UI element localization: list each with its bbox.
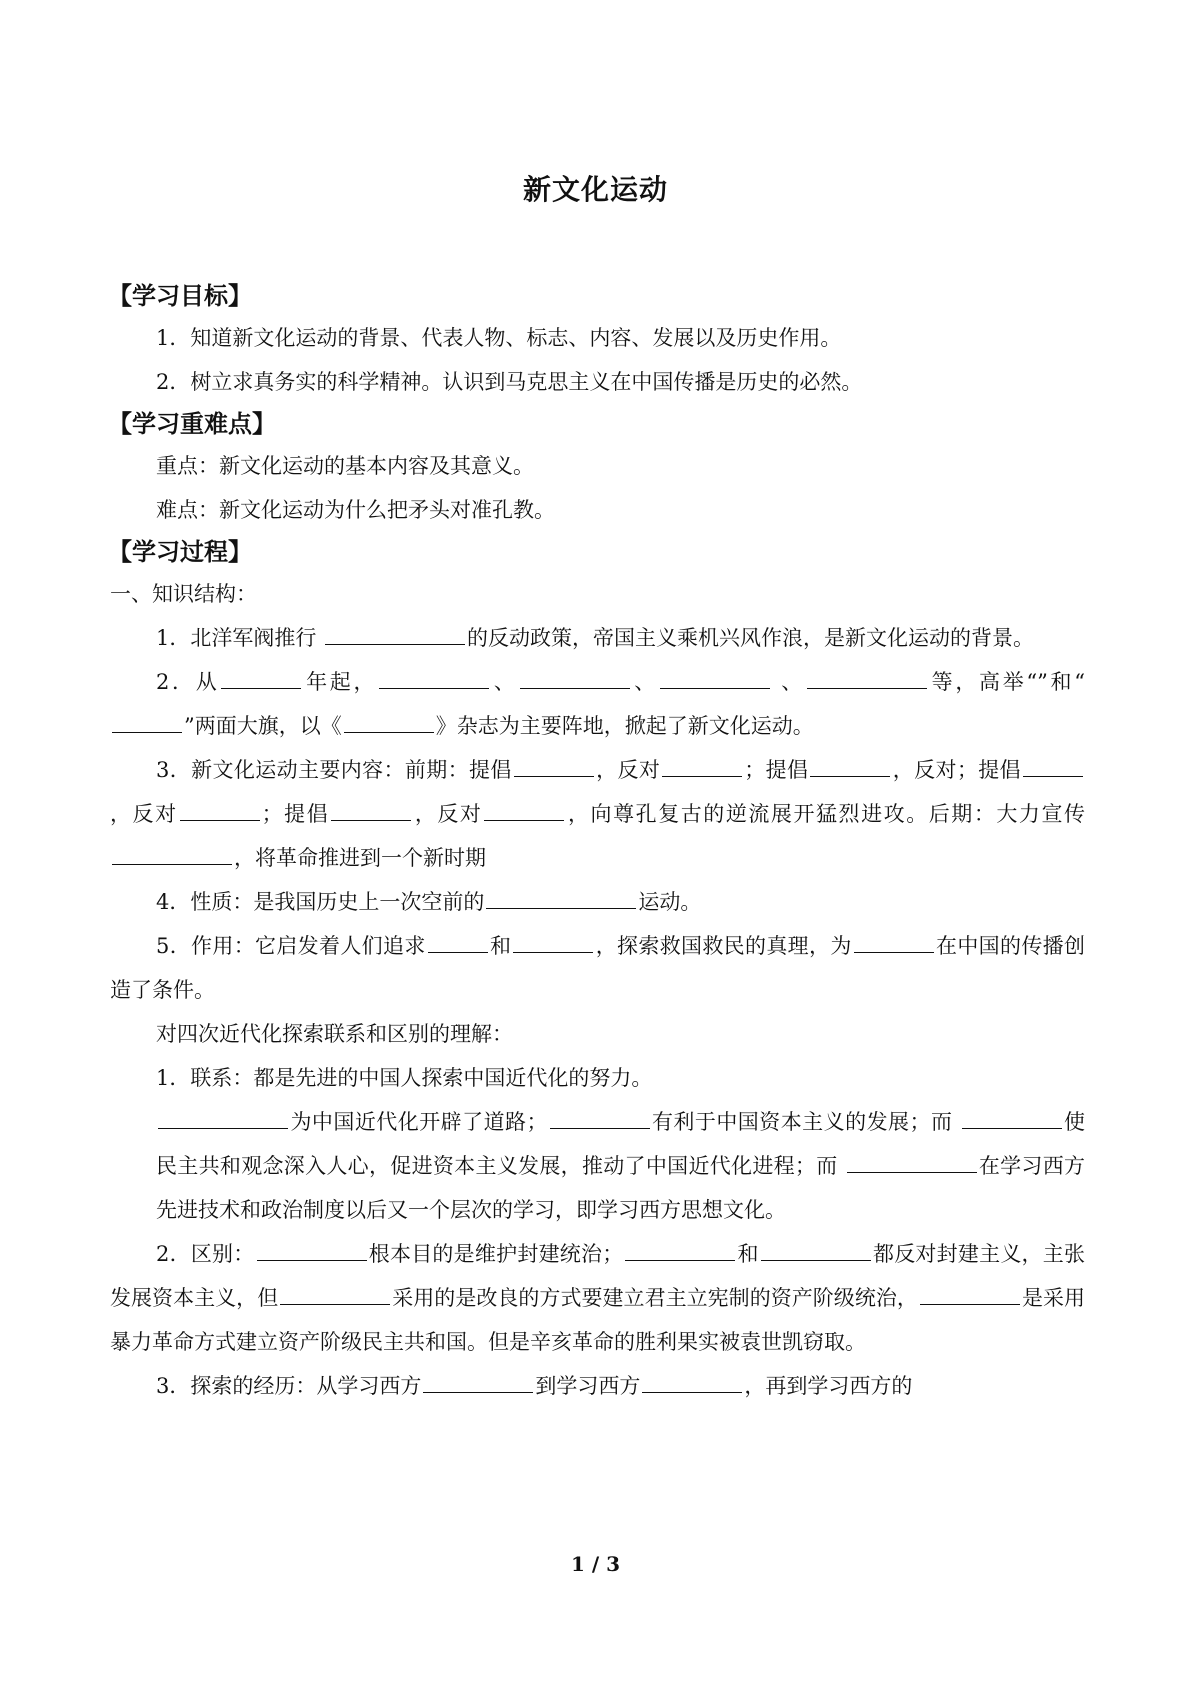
fill-blank[interactable] [486, 886, 636, 909]
q2-text: ”两面大旗，以《 [184, 714, 342, 738]
exploration-experience [110, 1364, 1085, 1408]
fill-blank[interactable] [180, 798, 260, 821]
fill-blank[interactable] [520, 666, 630, 689]
q2-text: ”和“ [1037, 670, 1085, 694]
fill-blank[interactable] [847, 1150, 977, 1173]
fill-blank[interactable] [484, 798, 564, 821]
q3-text: ，反对 [110, 802, 178, 826]
understanding-intro: 对四次近代化探索联系和区别的理解： [156, 1022, 513, 1046]
fill-blank[interactable] [550, 1106, 650, 1129]
exp-text: ，再到学习西方的 [744, 1374, 913, 1398]
q3-text: 3．新文化运动主要内容：前期：提倡 [156, 758, 512, 782]
q4-text: 4．性质：是我国历史上一次空前的 [156, 890, 485, 914]
fill-blank[interactable] [428, 930, 488, 953]
fill-blank[interactable] [158, 1106, 288, 1129]
difference [110, 1232, 1085, 1364]
fill-blank[interactable] [513, 930, 593, 953]
keypoints-heading: 【学习重难点】 [108, 410, 276, 438]
q2-text: 、 [631, 670, 658, 694]
q3-text: ；提倡 [956, 758, 1022, 782]
q3-text: ；提倡 [744, 758, 809, 782]
q1-text-a: 1．北洋军阀推行 [156, 626, 324, 650]
q3-text: ，反对 [892, 758, 957, 782]
link-text: 在学习西方先进技术和政治制度以后又一个层次的学习，即学习西方思想文化。 [156, 1154, 1086, 1222]
fill-blank[interactable] [761, 1238, 871, 1261]
fill-blank[interactable] [807, 666, 927, 689]
objective-1: 1．知道新文化运动的背景、代表人物、标志、内容、发展以及历史作用。 [156, 326, 842, 350]
exp-text: 到学习西方 [535, 1374, 641, 1398]
fill-blank[interactable] [344, 710, 434, 733]
q2-text: 》杂志为主要阵地，掀起了新文化运动。 [435, 714, 814, 738]
question-1 [110, 616, 1085, 660]
fill-blank[interactable] [257, 1238, 367, 1261]
fill-blank[interactable] [660, 666, 770, 689]
q3-text: ，向尊孔复古的逆流展开猛烈进攻。后期：大力宣传 [566, 802, 1086, 826]
page-number: 1 / 3 [570, 1552, 621, 1576]
diff-text: 2．区别： [156, 1242, 255, 1266]
objective-2: 2．树立求真务实的科学精神。认识到马克思主义在中国传播是历史的必然。 [156, 370, 863, 394]
q2-text: 等，高举“ [928, 670, 1038, 694]
objectives-heading: 【学习目标】 [108, 282, 252, 310]
q2-text: 年起， [303, 670, 378, 694]
q5-text: 和 [489, 934, 512, 958]
fill-blank[interactable] [642, 1370, 742, 1393]
fill-blank[interactable] [1023, 754, 1083, 777]
fill-blank[interactable] [514, 754, 594, 777]
fill-blank[interactable] [854, 930, 934, 953]
link-heading: 1．联系：都是先进的中国人探索中国近代化的努力。 [156, 1066, 653, 1090]
key-point: 重点：新文化运动的基本内容及其意义。 [156, 454, 534, 478]
q2-text: 、 [771, 670, 805, 694]
question-4 [110, 880, 1085, 924]
diff-text: 采用的是改良的方式要建立君主立宪制的资产阶级统治， [392, 1286, 918, 1310]
diff-text: 都反对封建主义，主张发展资本主义，但 [110, 1242, 1086, 1310]
fill-blank[interactable] [920, 1282, 1020, 1305]
q3-text: ；提倡 [261, 802, 330, 826]
fill-blank[interactable] [112, 842, 232, 865]
difficult-point: 难点：新文化运动为什么把矛头对准孔教。 [156, 498, 555, 522]
question-2 [110, 660, 1085, 748]
q4-text: 运动。 [638, 890, 702, 914]
q3-text: ，反对 [413, 802, 483, 826]
fill-blank[interactable] [331, 798, 411, 821]
diff-text: 根本目的是维护封建统治； [368, 1242, 624, 1266]
fill-blank[interactable] [962, 1106, 1062, 1129]
fill-blank[interactable] [280, 1282, 390, 1305]
question-3 [110, 748, 1085, 880]
diff-text: 是采用暴力革命方式建立资产阶级民主共和国。但是辛亥革命的胜利果实被袁世凯窃取。 [110, 1286, 1086, 1354]
fill-blank[interactable] [379, 666, 489, 689]
fill-blank[interactable] [325, 622, 465, 645]
question-5 [110, 924, 1085, 1012]
q5-text: 在中国的传播创造了条件。 [110, 934, 1086, 1002]
exp-text: 3．探索的经历：从学习西方 [156, 1374, 422, 1398]
diff-text: 和 [737, 1242, 759, 1266]
link-text: 使民主共和观念深入人心，促进资本主义发展，推动了中国近代化进程；而 [156, 1110, 1086, 1178]
q3-text: ，反对 [595, 758, 661, 782]
fill-blank[interactable] [662, 754, 742, 777]
q1-text-b: 的反动政策，帝国主义乘机兴风作浪，是新文化运动的背景。 [467, 626, 1035, 650]
fill-blank[interactable] [625, 1238, 735, 1261]
q5-text: 5．作用：它启发着人们追求 [156, 934, 426, 958]
link-text: 有利于中国资本主义的发展；而 [651, 1110, 953, 1134]
link-text: 为中国近代化开辟了道路； [290, 1110, 548, 1134]
fill-blank[interactable] [221, 666, 301, 689]
worksheet-content [110, 276, 1085, 1408]
page-title: 新文化运动 [522, 173, 668, 206]
q3-text: ，将革命推进到一个新时期 [234, 846, 486, 870]
fill-blank[interactable] [112, 710, 182, 733]
q2-text: 2．从 [156, 670, 220, 694]
q5-text: ，探索救国救民的真理，为 [595, 934, 852, 958]
fill-blank[interactable] [423, 1370, 533, 1393]
q2-text: 、 [491, 670, 518, 694]
fill-blank[interactable] [810, 754, 890, 777]
knowledge-structure-intro: 一、知识结构： [110, 582, 257, 606]
process-heading: 【学习过程】 [108, 538, 252, 566]
link-body [110, 1100, 1085, 1232]
